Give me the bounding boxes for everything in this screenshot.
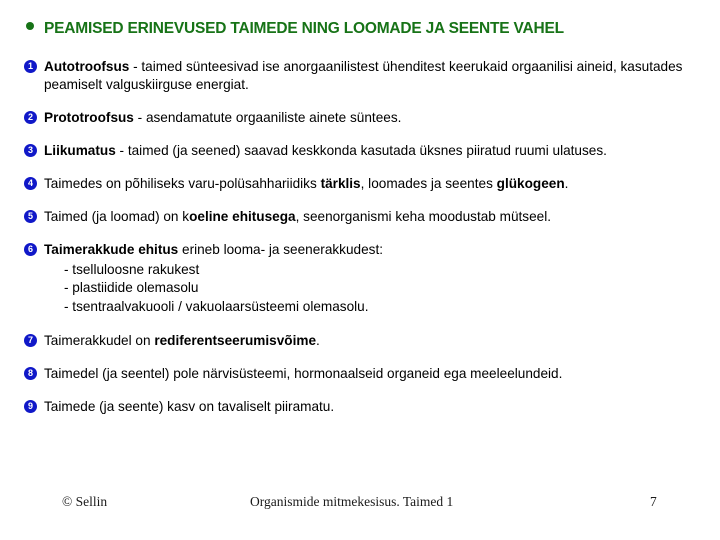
list-item-8-text: Taimedel (ja seentel) pole närvisüsteemi, hormonaalseid organeid ega meeleelundeid. — [44, 365, 563, 381]
list-item-3 — [24, 142, 692, 160]
list-item-4-bold1: tärklis — [320, 176, 361, 192]
footer-copyright: © Sellin — [62, 494, 108, 509]
sub-list-item: - tsentraalvakuooli / vakuolaarsüsteemi olemasolu. — [64, 299, 369, 315]
number-bullet-9-icon: 9 — [24, 400, 37, 413]
list-item-7-bold1: rediferentseerumisvõime — [154, 332, 317, 348]
number-bullet-5-icon: 5 — [24, 210, 37, 223]
number-bullet-4-icon: 4 — [24, 177, 37, 190]
list-item-9-text: Taimede (ja seente) kasv on tavaliselt piiramatu. — [44, 398, 335, 414]
slide-footer — [0, 494, 720, 516]
list-item-9 — [24, 398, 692, 416]
list-item-2-lead: Prototroofsus — [44, 110, 134, 126]
footer-title: Organismide mitmekesisus. Taimed 1 — [250, 494, 454, 509]
sub-list-item: - tselluloosne rakukest — [64, 261, 200, 277]
list-item-5-bold1: oeline ehitusega — [189, 209, 296, 225]
sub-list-item: - plastiidide olemasolu — [64, 280, 199, 296]
list-item-7-pre: Taimerakkudel on — [44, 332, 155, 348]
list-item-6-rest: erineb looma- ja seenerakkudest: — [178, 242, 384, 258]
list-item-4-pre: Taimedes on põhiliseks varu-polüsahhariidiks — [44, 176, 321, 192]
list-item-5-mid: , seenorganismi keha moodustab mütseel. — [295, 209, 551, 225]
number-bullet-3-icon: 3 — [24, 144, 37, 157]
list-item-2 — [24, 109, 692, 127]
list-item-7 — [24, 332, 692, 350]
footer-page-number: 7 — [650, 494, 657, 509]
list-item-1-lead: Autotroofsus — [44, 59, 130, 74]
number-bullet-2-icon: 2 — [24, 111, 37, 124]
slide-title-row — [26, 20, 700, 37]
list-item-5-pre: Taimed (ja loomad) on k — [44, 209, 190, 225]
list-item-2-rest: - asendamatute orgaaniliste ainete süntees. — [133, 110, 402, 126]
number-bullet-6-icon: 6 — [24, 243, 37, 256]
list-item-4-bold2: glükogeen — [496, 176, 565, 192]
list-item-4-mid: , loomades ja seentes — [360, 176, 497, 192]
list-item-7-mid: . — [316, 332, 320, 348]
list-item-5 — [24, 208, 692, 226]
number-bullet-1-icon: 1 — [24, 60, 37, 73]
list-item-4 — [24, 175, 692, 193]
list-item-1-rest: - taimed sünteesivad ise anorgaanilistest ühenditest keerukaid orgaanilisi aineid, kasutades peamiselt valguskiirguse energiat. — [44, 59, 683, 93]
list-item-3-rest: - taimed (ja seened) saavad keskkonda kasutada üksnes piiratud ruumi ulatuses. — [115, 143, 607, 159]
title-bullet-icon — [26, 22, 34, 30]
content-list — [24, 58, 692, 430]
list-item-6-lead: Taimerakkude ehitus — [44, 242, 179, 258]
list-item-4-post: . — [564, 176, 569, 192]
list-item-1 — [24, 58, 692, 94]
list-item-8 — [24, 365, 692, 383]
number-bullet-8-icon: 8 — [24, 367, 37, 380]
page-title: PEAMISED ERINEVUSED TAIMEDE NING LOOMADE JA SEENTE VAHEL — [44, 20, 564, 37]
list-item-6 — [24, 241, 692, 316]
number-bullet-7-icon: 7 — [24, 334, 37, 347]
list-item-6-subitems — [44, 261, 692, 317]
list-item-3-lead: Liikumatus — [44, 143, 116, 159]
